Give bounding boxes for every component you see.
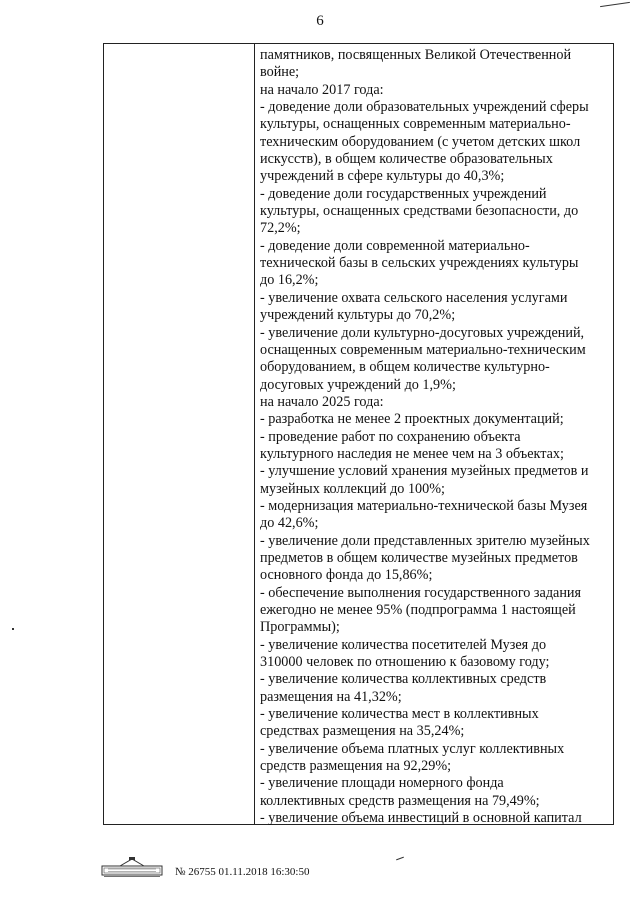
text-line: - модернизация материально-технической базы Музея	[260, 497, 588, 514]
text-line: технической базы в сельских учреждениях культуры	[260, 255, 579, 272]
document-table	[103, 43, 614, 825]
text-line: средствах размещения на 35,24%;	[260, 723, 465, 740]
text-line: - увеличение объема инвестиций в основной капитал	[260, 810, 582, 827]
scan-mark	[600, 2, 630, 7]
text-line: Программы);	[260, 619, 340, 636]
text-line: на начало 2017 года:	[260, 81, 384, 98]
table-cell-text	[260, 47, 612, 827]
document-registration-number: № 26755 01.11.2018 16:30:50	[175, 866, 310, 878]
page-number: 6	[316, 13, 324, 29]
text-line: - увеличение доли представленных зрителю музейных	[260, 532, 590, 549]
text-line: культуры, оснащенных современным материально-	[260, 116, 571, 133]
text-line: - проведение работ по сохранению объекта	[260, 428, 521, 445]
text-line: - увеличение объема платных услуг коллективных	[260, 740, 565, 757]
column-divider	[254, 44, 255, 824]
text-line: оборудованием, в общем количестве культурно-	[260, 359, 550, 376]
text-line: ежегодно не менее 95% (подпрограмма 1 настоящей	[260, 602, 576, 618]
text-line: - доведение доли образовательных учреждений сферы	[260, 99, 589, 116]
text-line: культуры, оснащенных средствами безопасности, до	[260, 203, 579, 220]
text-line: - разработка не менее 2 проектных документаций;	[260, 411, 564, 428]
text-line: - доведение доли современной материально-	[260, 237, 530, 254]
text-line: 72,2%;	[260, 220, 301, 237]
government-seal-icon	[100, 856, 164, 878]
text-line: средств размещения на 92,29%;	[260, 758, 452, 775]
text-line: - увеличение количества посетителей Музея до	[260, 636, 547, 653]
text-line: коллективных средств размещения на 79,49%;	[260, 792, 540, 809]
text-line: основного фонда до 15,86%;	[260, 567, 433, 584]
text-line: - улучшение условий хранения музейных предметов и	[260, 463, 589, 480]
text-line: предметов в общем количестве музейных предметов	[260, 549, 578, 566]
text-line: размещения на 41,32%;	[260, 688, 402, 705]
text-line: - обеспечение выполнения государственного задания	[260, 584, 582, 601]
text-line: техническим оборудованием (с учетом детских школ	[260, 133, 581, 150]
text-line: - доведение доли государственных учреждений	[260, 185, 547, 202]
text-line: оснащенных современным материально-техническим	[260, 341, 586, 358]
text-line: войне;	[260, 64, 300, 81]
text-line: - увеличение количества коллективных средств	[260, 671, 547, 688]
text-line: - увеличение площади номерного фонда	[260, 775, 504, 792]
text-line: культурного наследия не менее чем на 3 объектах;	[260, 445, 564, 462]
scan-mark	[396, 857, 404, 861]
text-line: досуговых учреждений до 1,9%;	[260, 376, 456, 393]
text-line: 310000 человек по отношению к базовому году;	[260, 654, 550, 671]
text-line: искусств), в общем количестве образовательных	[260, 151, 553, 168]
text-line: - увеличение количества мест в коллективных	[260, 706, 539, 723]
text-line: учреждений культуры до 70,2%;	[260, 307, 456, 324]
text-line: памятников, посвященных Великой Отечественной	[260, 47, 572, 63]
text-line: на начало 2025 года:	[260, 393, 384, 410]
text-line: учреждений в сфере культуры до 40,3%;	[260, 168, 505, 185]
scan-mark	[12, 628, 14, 630]
text-line: - увеличение охвата сельского населения услугами	[260, 289, 568, 306]
text-line: музейных коллекций до 100%;	[260, 480, 445, 497]
text-line: до 42,6%;	[260, 515, 319, 532]
text-line: до 16,2%;	[260, 272, 319, 289]
text-line: - увеличение доли культурно-досуговых учреждений,	[260, 324, 585, 341]
